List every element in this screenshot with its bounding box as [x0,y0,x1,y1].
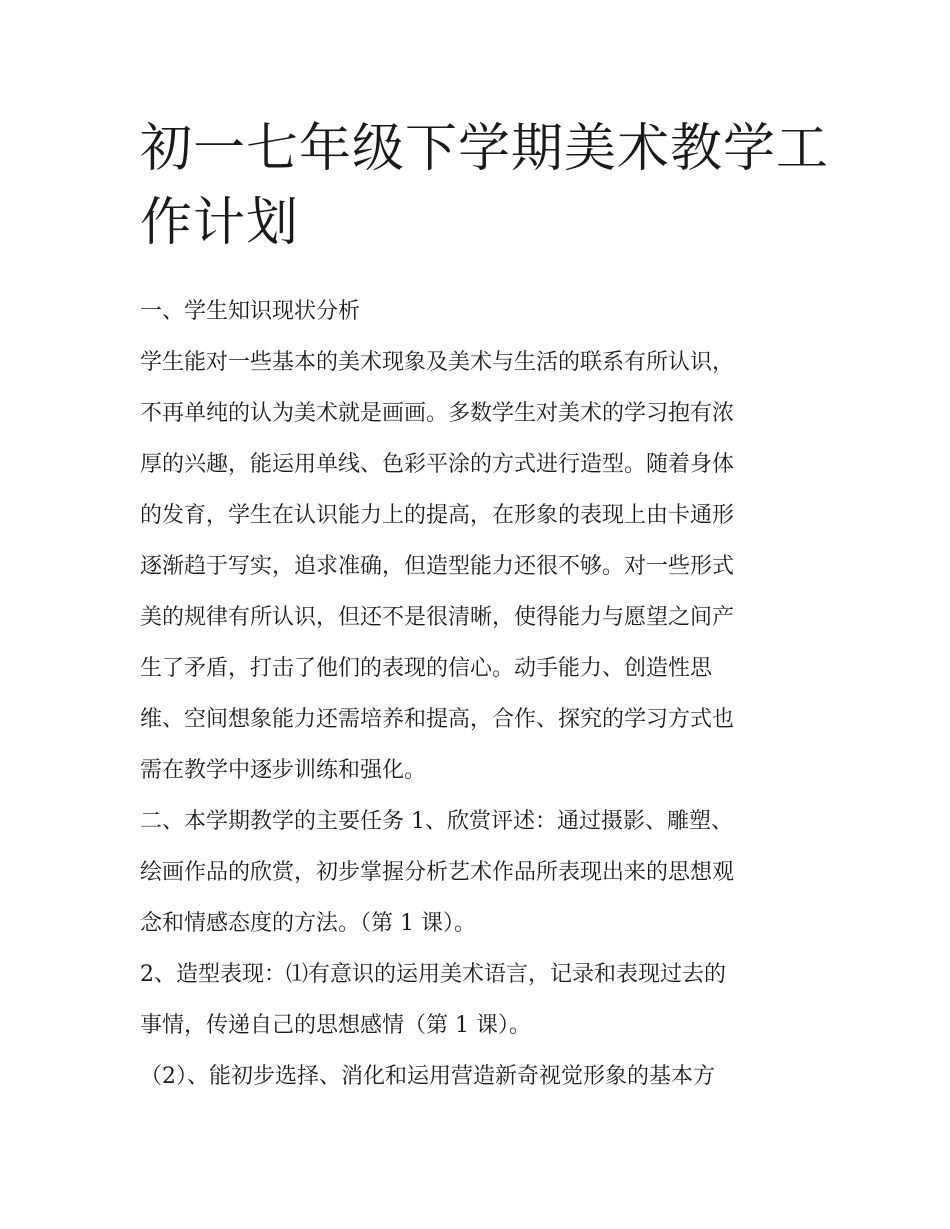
text-line: 事情，传递自己的思想感情（第 1 课）。 [140,1013,531,1038]
title-line: 作计划 [140,193,300,253]
paragraph-item-2b [140,1051,812,1102]
text-line: 美的规律有所认识，但还不是很清晰，使得能力与愿望之间产 [140,605,735,630]
text-line: 念和情感态度的方法。（第 1 课）。 [140,911,476,936]
text-line: 不再单纯的认为美术就是画画。多数学生对美术的学习抱有浓 [140,401,735,426]
text-line: 的发育，学生在认识能力上的提高，在形象的表现上由卡通形 [140,503,735,528]
section-heading-student-analysis: 一、学生知识现状分析 [140,299,361,324]
text-line: 维、空间想象能力还需培养和提高，合作、探究的学习方式也 [140,707,735,732]
text-line: 生了矛盾，打击了他们的表现的信心。动手能力、创造性思 [140,656,713,681]
document-body [140,112,830,1102]
paragraph-main-tasks [140,796,812,949]
text-line: 学生能对一些基本的美术现象及美术与生活的联系有所认识， [140,350,735,375]
text-line: 逐渐趋于写实，追求准确，但造型能力还很不够。对一些形式 [140,554,735,579]
text-line: 厚的兴趣，能运用单线、色彩平涂的方式进行造型。随着身体 [140,452,735,477]
text-line: （2）、能初步选择、消化和运用营造新奇视觉形象的基本方 [140,1064,715,1089]
text-line: 需在教学中逐步训练和强化。 [140,758,427,783]
paragraph-item-2 [140,949,812,1051]
text-line: 2、造型表现：⑴有意识的运用美术语言，记录和表现过去的 [140,962,726,987]
title-line: 初一七年级下学期美术教学工 [140,119,830,179]
text-line: 二、本学期教学的主要任务 1、欣赏评述：通过摄影、雕塑、 [140,809,733,834]
paragraph-student-analysis [140,337,812,796]
text-line: 绘画作品的欣赏，初步掌握分析艺术作品所表现出来的思想观 [140,860,735,885]
document-title [140,112,830,260]
